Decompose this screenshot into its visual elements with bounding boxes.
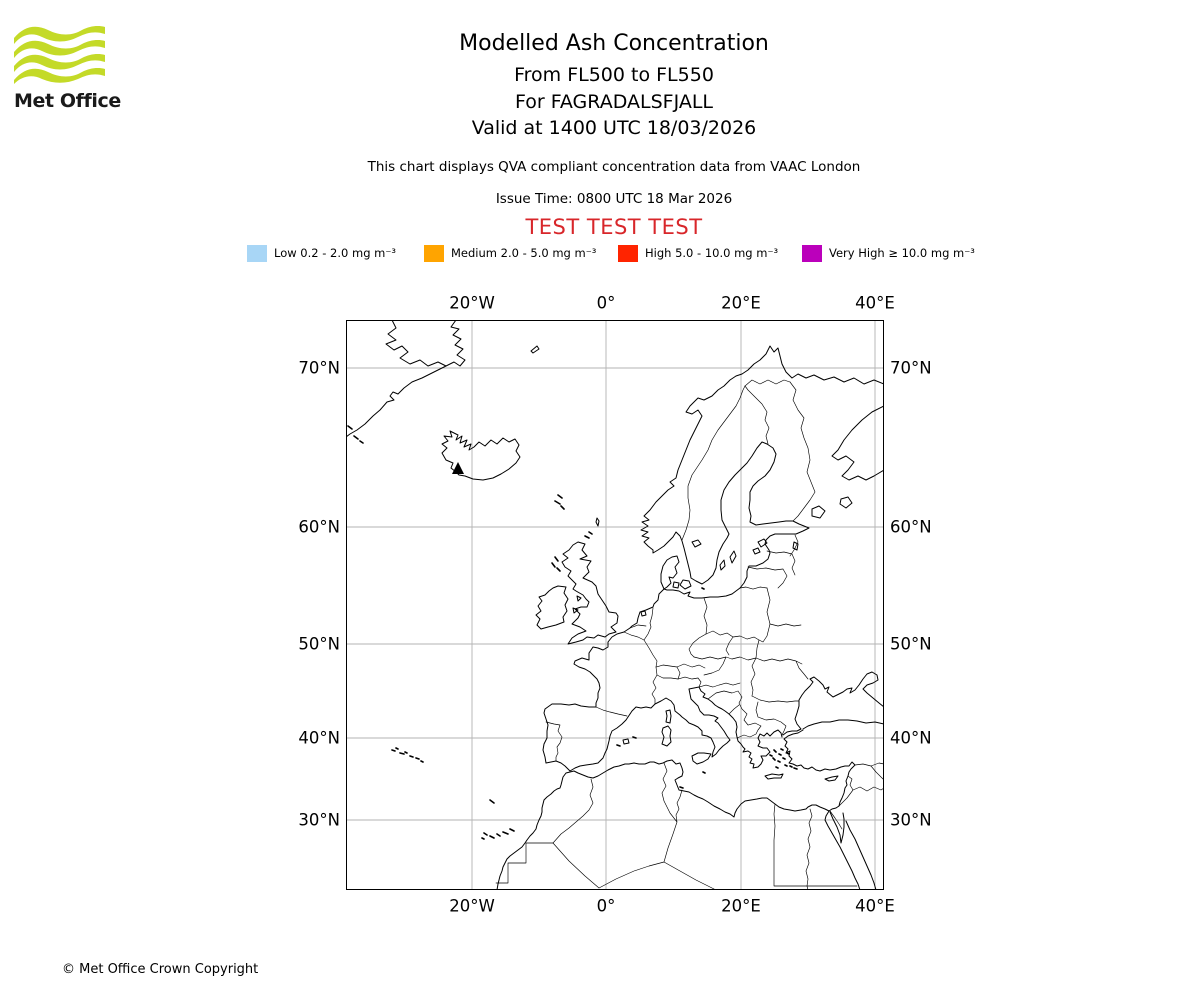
qva-note: This chart displays QVA compliant concentration data from VAAC London bbox=[367, 159, 861, 175]
lon-tick-top-20e: 20°E bbox=[721, 293, 761, 313]
lat-tick-left-60n: 60°N bbox=[298, 517, 340, 537]
lat-tick-right-30n: 30°N bbox=[890, 810, 932, 830]
volcano-marker-icon bbox=[452, 462, 464, 474]
legend-label-low: Low 0.2 - 2.0 mg m⁻³ bbox=[274, 246, 397, 260]
met-office-logo-text: Met Office bbox=[14, 90, 121, 112]
legend-label-very-high: Very High ≥ 10.0 mg m⁻³ bbox=[829, 246, 975, 260]
legend-swatch-very-high bbox=[802, 245, 822, 262]
legend-item-high bbox=[618, 244, 778, 262]
legend-label-medium: Medium 2.0 - 5.0 mg m⁻³ bbox=[451, 246, 597, 260]
legend-swatch-high bbox=[618, 245, 638, 262]
graticule-gridlines bbox=[346, 320, 884, 890]
lat-tick-right-70n: 70°N bbox=[890, 358, 932, 378]
lon-tick-bottom-20w: 20°W bbox=[449, 896, 495, 916]
europe-map bbox=[346, 320, 884, 890]
flight-level-subtitle: From FL500 to FL550 bbox=[514, 64, 714, 86]
lon-tick-bottom-0: 0° bbox=[596, 896, 616, 916]
lon-tick-top-40e: 40°E bbox=[855, 293, 895, 313]
lon-tick-bottom-40e: 40°E bbox=[855, 896, 895, 916]
lat-tick-right-60n: 60°N bbox=[890, 517, 932, 537]
page-title: Modelled Ash Concentration bbox=[459, 31, 769, 56]
lat-tick-left-30n: 30°N bbox=[298, 810, 340, 830]
lon-tick-top-20w: 20°W bbox=[449, 293, 495, 313]
copyright-notice: © Met Office Crown Copyright bbox=[62, 962, 259, 977]
country-borders bbox=[496, 380, 884, 890]
lon-tick-top-0: 0° bbox=[596, 293, 616, 313]
lat-tick-left-70n: 70°N bbox=[298, 358, 340, 378]
lat-tick-right-40n: 40°N bbox=[890, 728, 932, 748]
issue-time: Issue Time: 0800 UTC 18 Mar 2026 bbox=[495, 191, 733, 207]
legend-swatch-low bbox=[247, 245, 267, 262]
legend-item-very-high bbox=[802, 244, 975, 262]
lat-tick-right-50n: 50°N bbox=[890, 634, 932, 654]
legend-swatch-medium bbox=[424, 245, 444, 262]
valid-time-subtitle: Valid at 1400 UTC 18/03/2026 bbox=[471, 117, 757, 139]
volcano-subtitle: For FAGRADALSFJALL bbox=[514, 91, 714, 113]
map-frame bbox=[347, 321, 884, 890]
lat-tick-left-40n: 40°N bbox=[298, 728, 340, 748]
legend-item-low bbox=[247, 244, 396, 262]
legend-label-high: High 5.0 - 10.0 mg m⁻³ bbox=[645, 246, 779, 260]
coastlines bbox=[346, 320, 884, 890]
lat-tick-left-50n: 50°N bbox=[298, 634, 340, 654]
legend-item-medium bbox=[424, 244, 596, 262]
test-banner: TEST TEST TEST bbox=[525, 215, 703, 239]
lon-tick-bottom-20e: 20°E bbox=[721, 896, 761, 916]
